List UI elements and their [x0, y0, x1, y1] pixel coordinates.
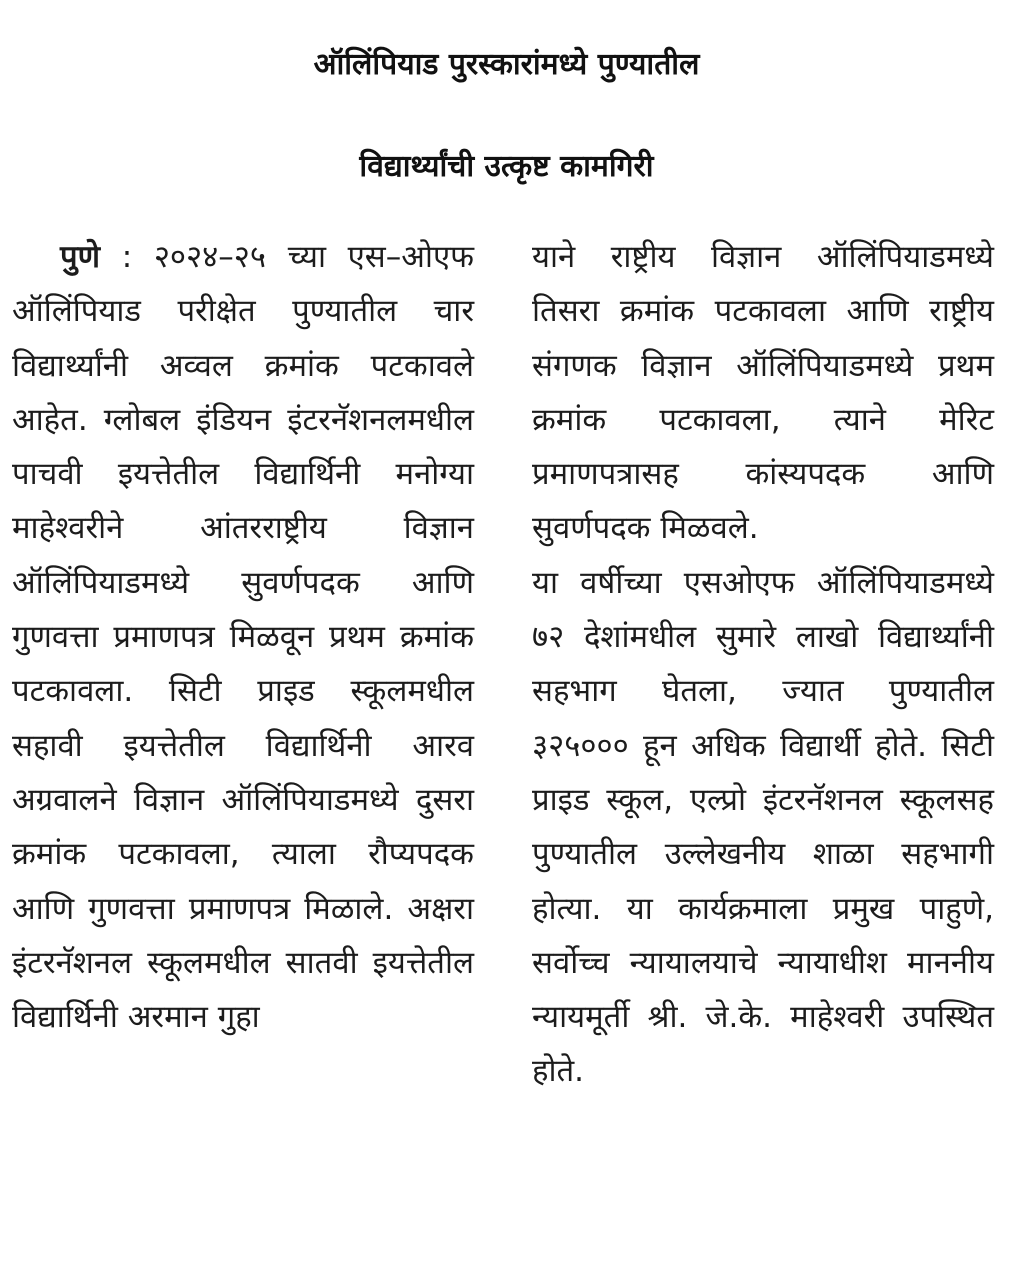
article-column-left	[12, 230, 474, 1044]
dateline-separator: :	[100, 239, 154, 275]
article-paragraph-1	[12, 230, 474, 1044]
headline-line-2: विद्यार्थ्यांची उत्कृष्ट कामगिरी	[359, 149, 654, 184]
article-paragraph-2: या वर्षीच्या एसओएफ ऑलिंपियाडमध्ये ७२ देशांमधील सुमारे लाखो विद्यार्थ्यांनी सहभाग घेतला, ज्यात पुण्यातील ३२५००० हून अधिक विद्यार्थी होते. सिटी प्राइड स्कूल, एल्प्रो इंटरनॅशनल स्कूलसह पुण्यातील उल्लेखनीय शाळा सहभागी होत्या. या कार्यक्रमाला प्रमुख पाहुणे, सर्वोच्च न्यायालयाचे न्यायाधीश माननीय न्यायमूर्ती श्री. जे.के. माहेश्वरी उपस्थित होते.	[532, 564, 994, 1090]
article-body-left: २०२४–२५ च्या एस–ओएफ ऑलिंपियाड परीक्षेत पुण्यातील चार विद्यार्थ्यांनी अव्वल क्रमांक पटकावले आहेत. ग्लोबल इंडियन इंटरनॅशनलमधील पाचवी इयत्तेतील विद्यार्थिनी मनोग्या माहेश्वरीने आंतरराष्ट्रीय विज्ञान ऑलिंपियाडमध्ये सुवर्णपदक आणि गुणवत्ता प्रमाणपत्र मिळवून प्रथम क्रमांक पटकावला. सिटी प्राइड स्कूलमधील सहावी इयत्तेतील विद्यार्थिनी आरव अग्रवालने विज्ञान ऑलिंपियाडमध्ये दुसरा क्रमांक पटकावला, त्याला रौप्यपदक आणि गुणवत्ता प्रमाणपत्र मिळाले. अक्षरा इंटरनॅशनल स्कूलमधील सातवी इयत्तेतील विद्यार्थिनी अरमान गुहा	[12, 239, 474, 1036]
headline	[0, 14, 1013, 218]
dateline: पुणे	[60, 239, 101, 275]
article-paragraph-continued: याने राष्ट्रीय विज्ञान ऑलिंपियाडमध्ये तिसरा क्रमांक पटकावला आणि राष्ट्रीय संगणक विज्ञान ऑलिंपियाडमध्ये प्रथम क्रमांक पटकावला, त्याने मेरिट प्रमाणपत्रासह कांस्यपदक आणि सुवर्णपदक मिळवले.	[532, 239, 994, 547]
headline-line-1: ऑलिंपियाड पुरस्कारांमध्ये पुण्यातील	[313, 47, 700, 82]
article-column-right	[532, 230, 994, 1099]
